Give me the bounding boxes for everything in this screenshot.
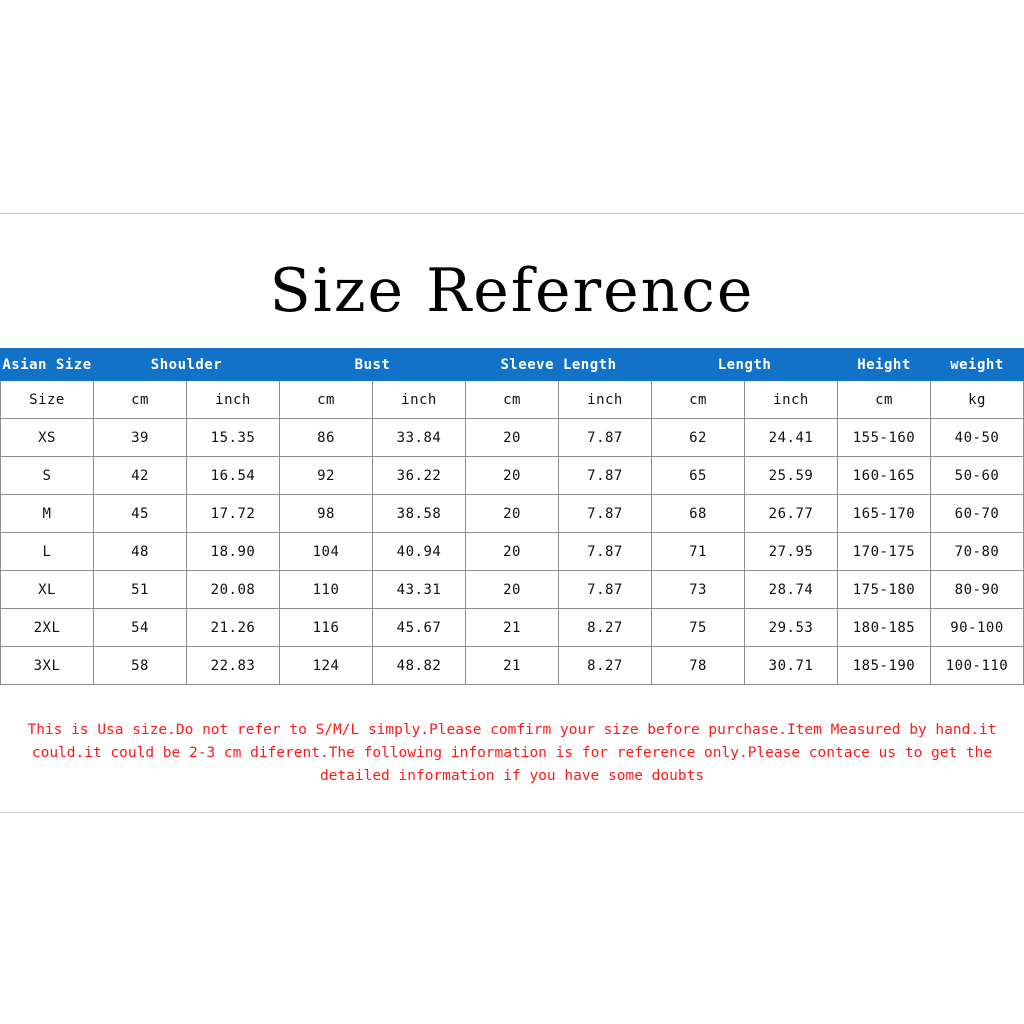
cell-shoulder-cm: 54 [94, 609, 187, 647]
cell-shoulder-inch: 20.08 [187, 571, 280, 609]
cell-length-cm: 68 [652, 495, 745, 533]
table-head [1, 349, 1024, 381]
cell-length-cm: 78 [652, 647, 745, 685]
table-body [1, 381, 1024, 685]
cell-height: 155-160 [838, 419, 931, 457]
cell-shoulder-cm: 42 [94, 457, 187, 495]
disclaimer-note: This is Usa size.Do not refer to S/M/L simply.Please comfirm your size before purchase.Item Measured by hand.it could.it could be 2-3 cm diferent.The following information is for reference only.Please contace us to get the detailed information if you have some doubts [27, 722, 997, 784]
cell-bust-inch: 38.58 [373, 495, 466, 533]
unit-cell-length-inch: inch [745, 381, 838, 419]
cell-bust-cm: 124 [280, 647, 373, 685]
cell-height: 160-165 [838, 457, 931, 495]
cell-sleeve-cm: 21 [466, 609, 559, 647]
cell-bust-inch: 48.82 [373, 647, 466, 685]
cell-length-inch: 24.41 [745, 419, 838, 457]
cell-length-cm: 71 [652, 533, 745, 571]
cell-bust-cm: 86 [280, 419, 373, 457]
cell-length-inch: 25.59 [745, 457, 838, 495]
cell-size: XL [1, 571, 94, 609]
cell-length-inch: 26.77 [745, 495, 838, 533]
cell-sleeve-cm: 20 [466, 457, 559, 495]
size-chart-card [0, 213, 1024, 813]
cell-weight: 60-70 [931, 495, 1024, 533]
cell-height: 185-190 [838, 647, 931, 685]
unit-cell-shoulder-inch: inch [187, 381, 280, 419]
table-row [1, 533, 1024, 571]
cell-length-inch: 27.95 [745, 533, 838, 571]
unit-cell-length-cm: cm [652, 381, 745, 419]
unit-cell-sleeve-cm: cm [466, 381, 559, 419]
cell-size: 2XL [1, 609, 94, 647]
cell-length-cm: 75 [652, 609, 745, 647]
unit-cell-weight: kg [931, 381, 1024, 419]
unit-cell-height: cm [838, 381, 931, 419]
cell-sleeve-cm: 20 [466, 495, 559, 533]
cell-sleeve-inch: 7.87 [559, 457, 652, 495]
table-row [1, 419, 1024, 457]
table-row [1, 495, 1024, 533]
cell-size: XS [1, 419, 94, 457]
size-reference-table [0, 348, 1024, 685]
cell-bust-inch: 43.31 [373, 571, 466, 609]
col-header-asian-size: Asian Size [1, 349, 94, 381]
cell-shoulder-inch: 22.83 [187, 647, 280, 685]
cell-shoulder-inch: 21.26 [187, 609, 280, 647]
cell-length-cm: 62 [652, 419, 745, 457]
cell-sleeve-inch: 7.87 [559, 571, 652, 609]
disclaimer-note-container [0, 709, 1024, 799]
cell-shoulder-cm: 51 [94, 571, 187, 609]
cell-size: M [1, 495, 94, 533]
cell-bust-cm: 116 [280, 609, 373, 647]
table-header-row [1, 349, 1024, 381]
col-header-sleeve-length: Sleeve Length [466, 349, 652, 381]
cell-height: 175-180 [838, 571, 931, 609]
cell-weight: 50-60 [931, 457, 1024, 495]
cell-bust-cm: 110 [280, 571, 373, 609]
cell-height: 180-185 [838, 609, 931, 647]
cell-length-inch: 28.74 [745, 571, 838, 609]
cell-sleeve-cm: 20 [466, 571, 559, 609]
cell-sleeve-cm: 21 [466, 647, 559, 685]
cell-shoulder-inch: 18.90 [187, 533, 280, 571]
cell-shoulder-inch: 17.72 [187, 495, 280, 533]
table-row [1, 457, 1024, 495]
table-row [1, 609, 1024, 647]
cell-weight: 40-50 [931, 419, 1024, 457]
cell-length-inch: 29.53 [745, 609, 838, 647]
table-row [1, 571, 1024, 609]
cell-sleeve-inch: 7.87 [559, 419, 652, 457]
cell-length-cm: 73 [652, 571, 745, 609]
table-row-units [1, 381, 1024, 419]
cell-weight: 100-110 [931, 647, 1024, 685]
cell-shoulder-cm: 39 [94, 419, 187, 457]
unit-cell-shoulder-cm: cm [94, 381, 187, 419]
page-title: Size Reference [269, 256, 755, 326]
cell-shoulder-inch: 15.35 [187, 419, 280, 457]
cell-size: L [1, 533, 94, 571]
cell-height: 170-175 [838, 533, 931, 571]
col-header-height: Height [838, 349, 931, 381]
cell-weight: 70-80 [931, 533, 1024, 571]
cell-bust-cm: 98 [280, 495, 373, 533]
col-header-length: Length [652, 349, 838, 381]
cell-sleeve-inch: 8.27 [559, 609, 652, 647]
cell-shoulder-cm: 58 [94, 647, 187, 685]
cell-bust-inch: 45.67 [373, 609, 466, 647]
cell-bust-inch: 36.22 [373, 457, 466, 495]
cell-sleeve-inch: 8.27 [559, 647, 652, 685]
cell-height: 165-170 [838, 495, 931, 533]
cell-sleeve-inch: 7.87 [559, 533, 652, 571]
cell-sleeve-cm: 20 [466, 419, 559, 457]
cell-shoulder-inch: 16.54 [187, 457, 280, 495]
cell-size: S [1, 457, 94, 495]
cell-length-cm: 65 [652, 457, 745, 495]
cell-weight: 80-90 [931, 571, 1024, 609]
col-header-shoulder: Shoulder [94, 349, 280, 381]
cell-bust-inch: 40.94 [373, 533, 466, 571]
unit-cell-bust-cm: cm [280, 381, 373, 419]
cell-size: 3XL [1, 647, 94, 685]
unit-cell-bust-inch: inch [373, 381, 466, 419]
unit-cell-sleeve-inch: inch [559, 381, 652, 419]
cell-shoulder-cm: 48 [94, 533, 187, 571]
cell-bust-cm: 92 [280, 457, 373, 495]
cell-length-inch: 30.71 [745, 647, 838, 685]
unit-cell-size: Size [1, 381, 94, 419]
cell-sleeve-inch: 7.87 [559, 495, 652, 533]
cell-weight: 90-100 [931, 609, 1024, 647]
table-row [1, 647, 1024, 685]
cell-bust-inch: 33.84 [373, 419, 466, 457]
cell-sleeve-cm: 20 [466, 533, 559, 571]
cell-bust-cm: 104 [280, 533, 373, 571]
cell-shoulder-cm: 45 [94, 495, 187, 533]
col-header-weight: weight [931, 349, 1024, 381]
col-header-bust: Bust [280, 349, 466, 381]
